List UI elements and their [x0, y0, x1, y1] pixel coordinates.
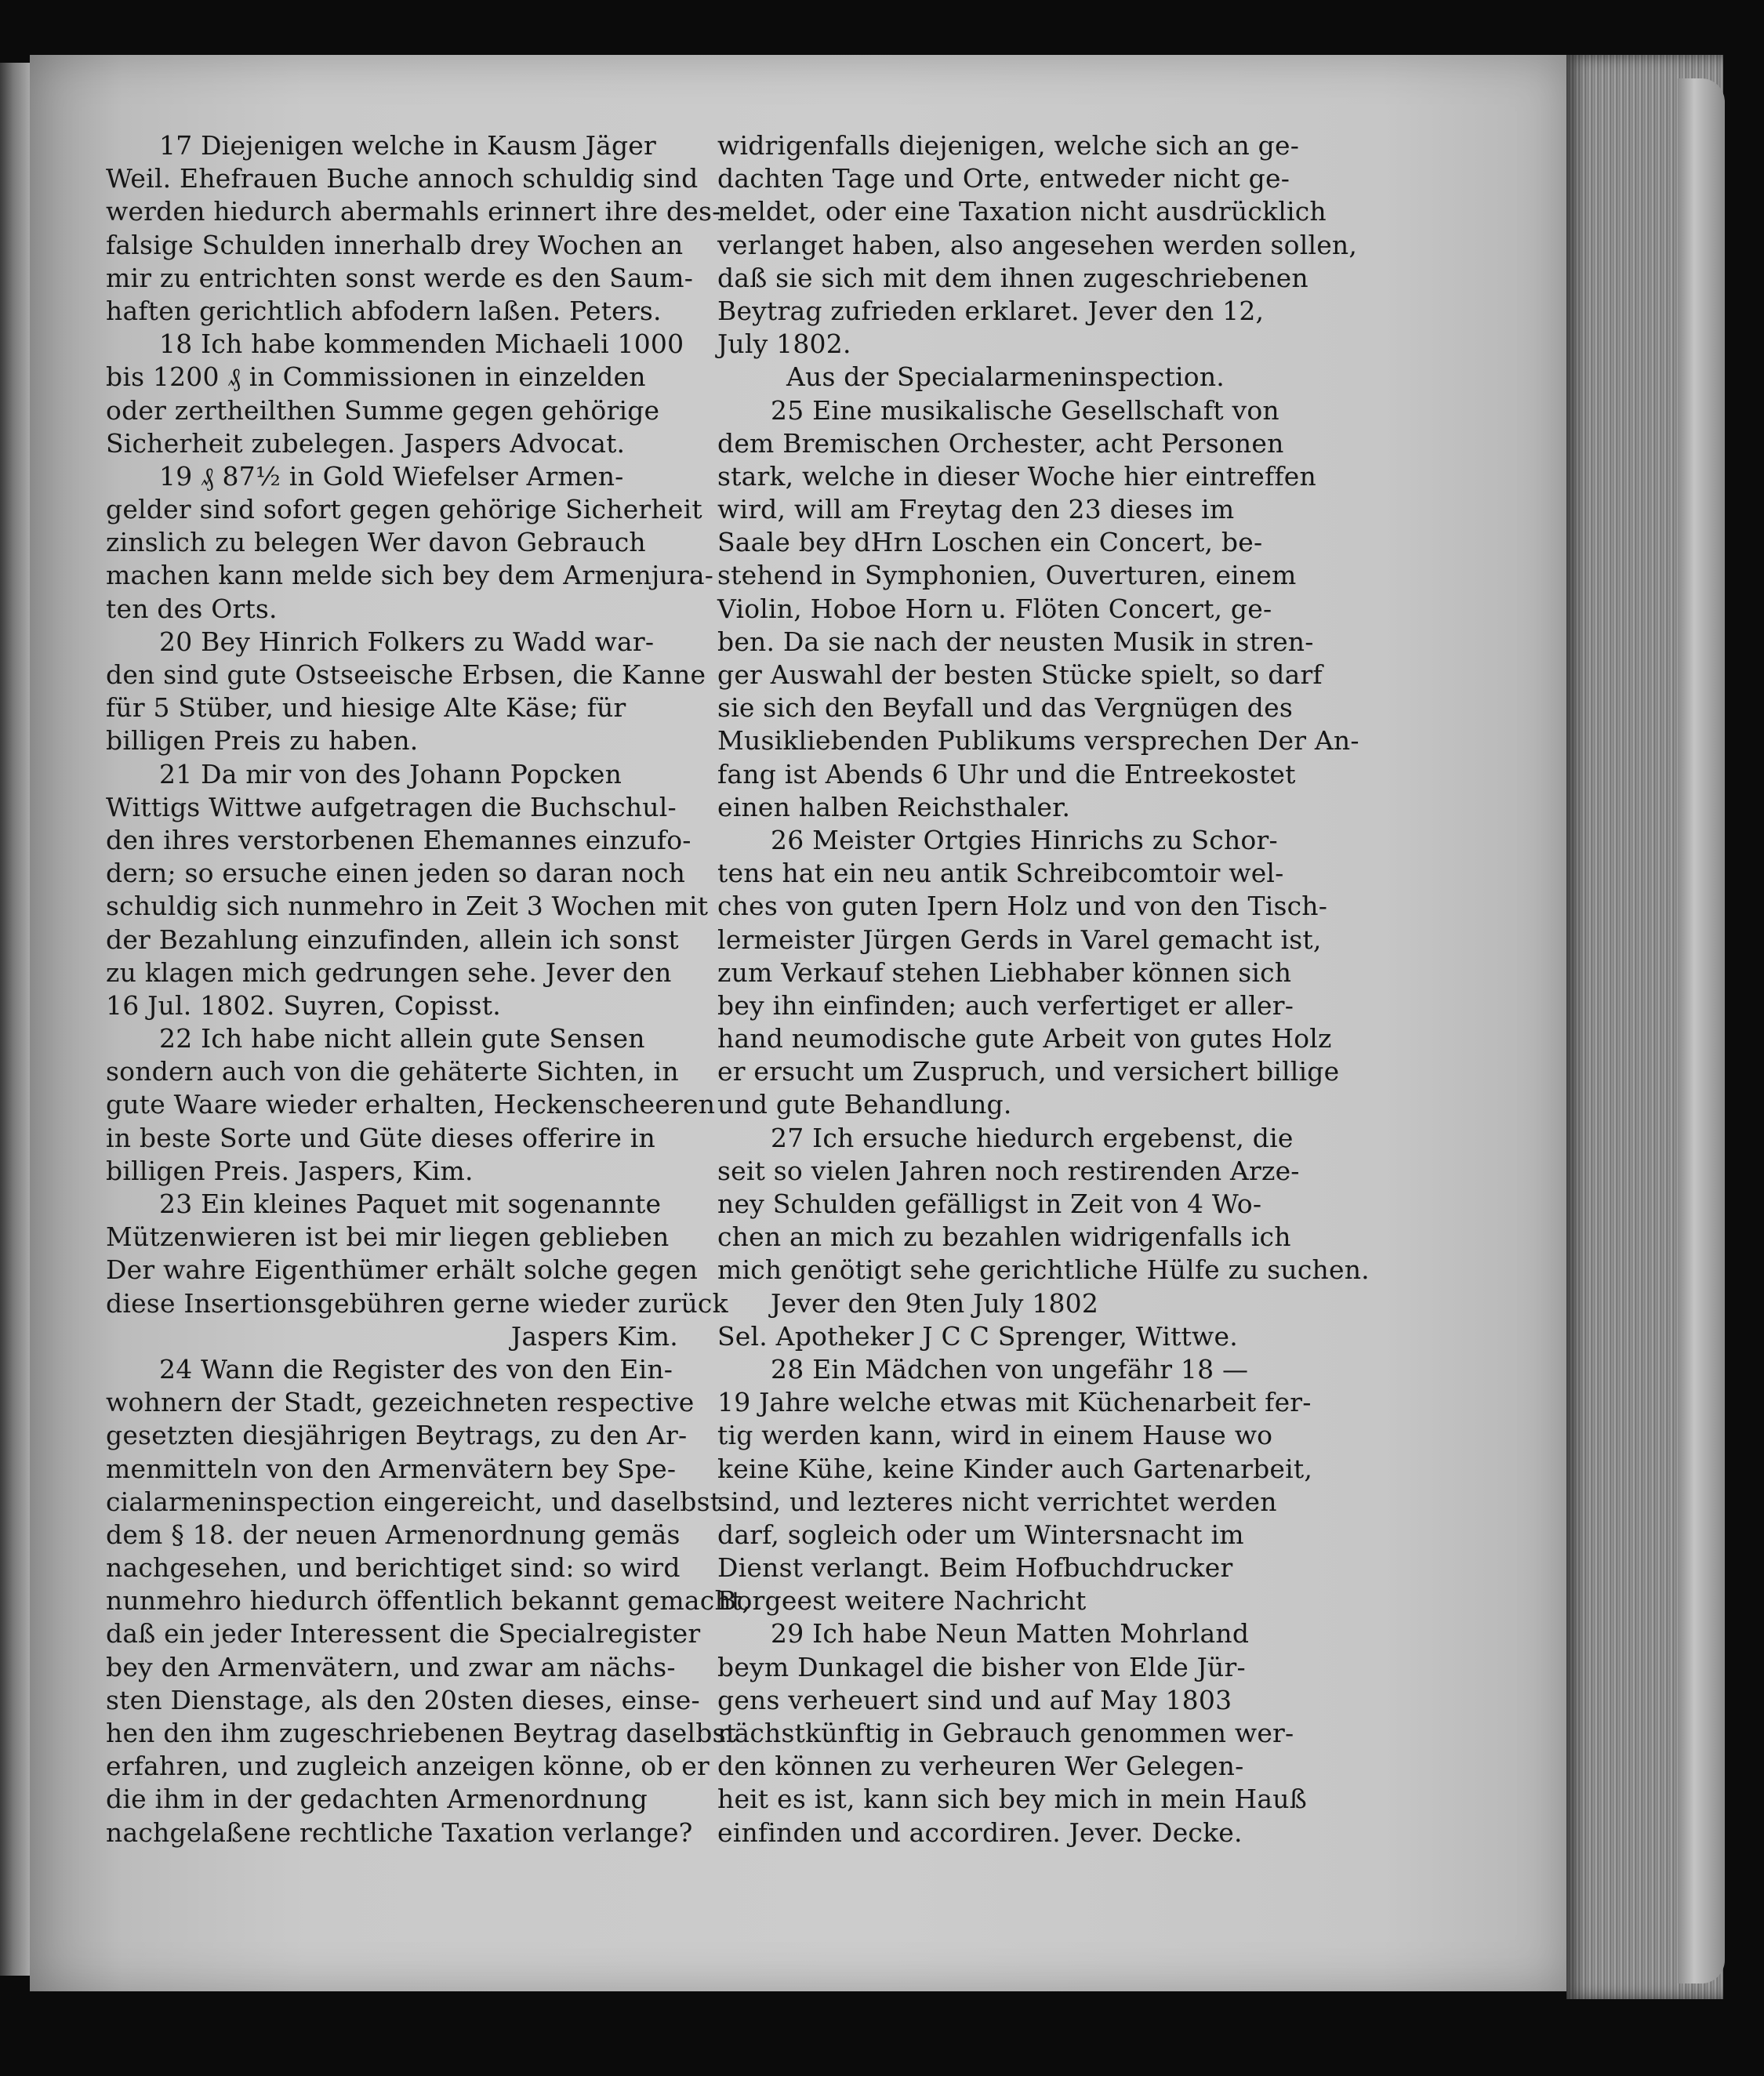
text-line: nächstkünftig in Gebrauch genommen wer- — [717, 1718, 1294, 1748]
text-line: ten des Orts. — [106, 593, 278, 624]
text-line: Jever den 9ten July 1802 — [771, 1287, 1099, 1319]
text-line: Mützenwieren ist bei mir liegen geblieben — [106, 1221, 670, 1253]
text-line: der Bezahlung einzufinden, allein ich sonst — [106, 924, 679, 955]
text-line: Jaspers Kim. — [510, 1320, 678, 1352]
text-line: Violin, Hoboe Horn u. Flöten Concert, ge- — [717, 593, 1272, 624]
text-line: heit es ist, kann sich bey mich in mein Hauß — [717, 1784, 1307, 1815]
text-line: oder zertheilthen Summe gegen gehörige — [106, 394, 660, 426]
text-line: dem § 18. der neuen Armenordnung gemäs — [106, 1519, 681, 1550]
text-line: den ihres verstorbenen Ehemannes einzufo- — [106, 824, 691, 855]
book-cover-edge — [1678, 78, 1725, 1983]
text-line: bey den Armenvätern, und zwar am nächs- — [106, 1651, 676, 1682]
text-line: 19 Jahre welche etwas mit Küchenarbeit fer- — [717, 1387, 1312, 1418]
text-line: schuldig sich nunmehro in Zeit 3 Wochen mit — [106, 891, 709, 922]
text-line: 24 Wann die Register des von den Ein- — [159, 1353, 673, 1385]
binding-edge — [0, 63, 30, 1976]
text-line: zinslich zu belegen Wer davon Gebrauch — [106, 527, 646, 558]
text-line: dem Bremischen Orchester, acht Personen — [717, 427, 1284, 459]
text-line: Wittigs Wittwe aufgetragen die Buchschul- — [106, 791, 677, 822]
text-line: den können zu verheuren Wer Gelegen- — [717, 1751, 1244, 1782]
text-line: gelder sind sofort gegen gehörige Sicherheit — [106, 494, 702, 525]
text-line: nachgelaßene rechtliche Taxation verlange? — [106, 1816, 693, 1848]
text-line: 27 Ich ersuche hiedurch ergebenst, die — [771, 1122, 1294, 1153]
text-line: wohnern der Stadt, gezeichneten respective — [106, 1387, 695, 1418]
text-line: Saale bey dHrn Loschen ein Concert, be- — [717, 527, 1263, 558]
text-line: keine Kühe, keine Kinder auch Gartenarbeit, — [717, 1453, 1313, 1484]
text-line: wird, will am Freytag den 23 dieses im — [717, 494, 1235, 525]
text-line: Musikliebenden Publikums versprechen Der An- — [717, 725, 1359, 757]
text-line: gesetzten diesjährigen Beytrags, zu den Ar- — [106, 1420, 688, 1451]
text-line: Der wahre Eigenthümer erhält solche gegen — [106, 1254, 699, 1286]
text-line: 26 Meister Ortgies Hinrichs zu Schor- — [771, 824, 1278, 855]
text-line: lermeister Jürgen Gerds in Varel gemacht ist, — [717, 924, 1322, 955]
text-line: für 5 Stüber, und hiesige Alte Käse; für — [106, 692, 626, 724]
text-line: menmitteln von den Armenvätern bey Spe- — [106, 1453, 677, 1484]
text-line: ches von guten Ipern Holz und von den Tisch- — [717, 891, 1328, 922]
text-line: die ihm in der gedachten Armenordnung — [106, 1784, 648, 1815]
text-line: billigen Preis zu haben. — [106, 725, 419, 757]
text-line: 19 ₰ 87½ in Gold Wiefelser Armen- — [159, 460, 624, 492]
text-line: Sicherheit zubelegen. Jaspers Advocat. — [106, 427, 626, 459]
text-line: sondern auch von die gehäterte Sichten, in — [106, 1056, 679, 1087]
text-line: fang ist Abends 6 Uhr und die Entreekostet — [717, 758, 1296, 789]
text-line: und gute Behandlung. — [717, 1089, 1012, 1120]
text-line: bey ihn einfinden; auch verfertiget er aller- — [717, 989, 1294, 1021]
text-line: zum Verkauf stehen Liebhaber können sich — [717, 956, 1292, 988]
text-line: sind, und lezteres nicht verrichtet werden — [717, 1486, 1277, 1517]
text-line: sten Dienstage, als den 20sten dieses, einse- — [106, 1684, 700, 1715]
text-line: er ersucht um Zuspruch, und versichert billige — [717, 1056, 1340, 1087]
text-line: nunmehro hiedurch öffentlich bekannt gemacht, — [106, 1585, 751, 1617]
text-line: gute Waare wieder erhalten, Heckenscheeren — [106, 1089, 716, 1120]
text-line: einfinden und accordiren. Jever. Decke. — [717, 1816, 1243, 1848]
text-line: den sind gute Ostseeische Erbsen, die Kanne — [106, 659, 706, 690]
text-line: in beste Sorte und Güte dieses offerire in — [106, 1122, 655, 1153]
text-line: beym Dunkagel die bisher von Elde Jür- — [717, 1651, 1246, 1682]
text-line: hand neumodische gute Arbeit von gutes Holz — [717, 1023, 1332, 1054]
text-line: 21 Da mir von des Johann Popcken — [159, 758, 622, 789]
text-line: erfahren, und zugleich anzeigen könne, ob er — [106, 1751, 710, 1782]
text-line: 28 Ein Mädchen von ungefähr 18 — — [771, 1353, 1249, 1385]
text-line: billigen Preis. Jaspers, Kim. — [106, 1155, 474, 1186]
text-line: daß sie sich mit dem ihnen zugeschriebenen — [717, 262, 1308, 293]
text-line: 22 Ich habe nicht allein gute Sensen — [159, 1023, 645, 1054]
text-line: Borgeest weitere Nachricht — [717, 1585, 1087, 1617]
text-line: nachgesehen, und berichtiget sind: so wird — [106, 1552, 681, 1584]
text-line: stark, welche in dieser Woche hier eintreffen — [717, 460, 1316, 492]
text-line: werden hiedurch abermahls erinnert ihre des- — [106, 196, 721, 227]
text-line: 23 Ein kleines Paquet mit sogenannte — [159, 1189, 662, 1219]
right-text-column — [717, 129, 1370, 1849]
text-line: verlanget haben, also angesehen werden sollen, — [717, 229, 1358, 260]
text-line: 17 Diejenigen welche in Kausm Jäger — [159, 130, 656, 161]
text-line: tens hat ein neu antik Schreibcomtoir wel- — [717, 858, 1284, 889]
text-line: 20 Bey Hinrich Folkers zu Wadd war- — [159, 626, 655, 657]
text-line: darf, sogleich oder um Wintersnacht im — [717, 1519, 1244, 1550]
text-line: Weil. Ehefrauen Buche annoch schuldig sind — [106, 163, 699, 194]
text-line: 25 Eine musikalische Gesellschaft von — [771, 394, 1279, 426]
text-line: ney Schulden gefälligst in Zeit von 4 Wo- — [717, 1189, 1262, 1219]
text-line: 16 Jul. 1802. Suyren, Copisst. — [106, 989, 501, 1021]
text-line: 29 Ich habe Neun Matten Mohrland — [771, 1618, 1250, 1650]
text-line: seit so vielen Jahren noch restirenden Arze- — [717, 1155, 1300, 1186]
text-line: tig werden kann, wird in einem Hause wo — [717, 1420, 1273, 1451]
text-line: dachten Tage und Orte, entweder nicht ge- — [717, 163, 1290, 194]
text-line: haften gerichtlich abfodern laßen. Peters. — [106, 295, 662, 326]
text-line: dern; so ersuche einen jeden so daran noch — [106, 858, 686, 889]
left-text-column — [106, 129, 751, 1849]
text-line: Beytrag zufrieden erklaret. Jever den 12, — [717, 295, 1265, 326]
text-line: diese Insertionsgebühren gerne wieder zurück — [106, 1287, 728, 1319]
text-line: mich genötigt sehe gerichtliche Hülfe zu suchen. — [717, 1254, 1370, 1286]
text-line: machen kann melde sich bey dem Armenjura- — [106, 560, 714, 591]
text-line: ben. Da sie nach der neusten Musik in stren- — [717, 626, 1314, 657]
text-line: gens verheuert sind und auf May 1803 — [717, 1684, 1232, 1715]
text-line: Dienst verlangt. Beim Hofbuchdrucker — [717, 1552, 1233, 1584]
text-line: widrigenfalls diejenigen, welche sich an ge- — [717, 130, 1300, 161]
text-line: cialarmeninspection eingereicht, und daselbst — [106, 1486, 721, 1517]
text-line: stehend in Symphonien, Ouverturen, einem — [717, 560, 1297, 591]
text-line: July 1802. — [717, 328, 851, 360]
text-line: hen den ihm zugeschriebenen Beytrag daselbst — [106, 1718, 737, 1748]
text-line: ger Auswahl der besten Stücke spielt, so darf — [717, 659, 1323, 690]
text-line: 18 Ich habe kommenden Michaeli 1000 — [159, 328, 684, 360]
text-line: daß ein jeder Interessent die Specialregister — [106, 1618, 701, 1650]
text-line: Sel. Apotheker J C C Sprenger, Wittwe. — [717, 1320, 1238, 1352]
text-line: zu klagen mich gedrungen sehe. Jever den — [106, 956, 672, 988]
text-line: Aus der Specialarmeninspection. — [786, 361, 1225, 393]
text-line: chen an mich zu bezahlen widrigenfalls ich — [717, 1221, 1291, 1253]
text-line: einen halben Reichsthaler. — [717, 791, 1071, 822]
text-line: bis 1200 ₰ in Commissionen in einzelden — [106, 361, 646, 393]
text-line: mir zu entrichten sonst werde es den Saum- — [106, 262, 694, 293]
text-line: falsige Schulden innerhalb drey Wochen an — [106, 229, 684, 260]
text-line: sie sich den Beyfall und das Vergnügen des — [717, 692, 1293, 724]
text-line: meldet, oder eine Taxation nicht ausdrücklich — [717, 196, 1327, 227]
